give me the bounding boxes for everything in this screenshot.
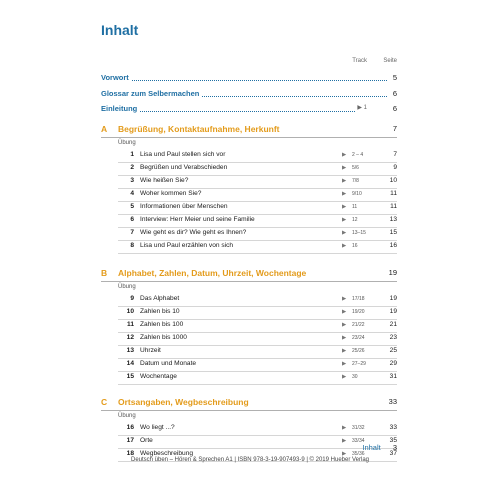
- exercise-page: 15: [389, 229, 397, 236]
- exercise-title: Wochentage: [140, 373, 177, 380]
- exercise-entry[interactable]: [118, 203, 397, 215]
- toc-entry-glossar[interactable]: [101, 89, 397, 101]
- exercise-title: Uhrzeit: [140, 347, 161, 354]
- exercise-title: Wie geht es dir? Wie geht es Ihnen?: [140, 229, 247, 236]
- page-column-header: Seite: [383, 58, 397, 64]
- exercise-track: 27–29: [352, 361, 366, 367]
- section-divider: [101, 137, 397, 138]
- exercise-title: Zahlen bis 10: [140, 308, 180, 315]
- exercise-page: 29: [389, 360, 397, 367]
- exercise-page: 33: [389, 424, 397, 431]
- exercise-column-label: Übung: [118, 413, 136, 419]
- exercise-number: 17: [126, 437, 134, 444]
- entry-page: 6: [392, 89, 397, 98]
- exercise-number: 14: [126, 360, 134, 367]
- audio-play-icon: ▶: [342, 425, 347, 431]
- exercise-track: 31/32: [352, 425, 365, 431]
- exercise-entry[interactable]: [118, 177, 397, 189]
- toc-entry-einleitung[interactable]: [101, 104, 397, 116]
- exercise-page: 37: [389, 450, 397, 457]
- exercise-number: 5: [130, 203, 134, 210]
- section-heading[interactable]: [101, 397, 397, 411]
- exercise-page: 21: [389, 321, 397, 328]
- entry-track: ▶ 1: [354, 104, 367, 111]
- exercise-entry[interactable]: [118, 229, 397, 241]
- exercise-number: 11: [127, 321, 134, 328]
- section-letter: C: [101, 397, 108, 407]
- exercise-track: 16: [352, 243, 358, 249]
- exercise-number: 13: [126, 347, 134, 354]
- exercise-number: 10: [126, 308, 134, 315]
- audio-play-icon: ▶: [342, 296, 347, 302]
- track-column-header: Track: [352, 58, 367, 64]
- footer-label: Inhalt: [362, 443, 381, 452]
- audio-play-icon: ▶: [342, 374, 347, 380]
- exercise-track: 30: [352, 374, 358, 380]
- exercise-page: 13: [389, 216, 397, 223]
- audio-play-icon: ▶: [342, 361, 347, 367]
- exercise-number: 3: [130, 177, 134, 184]
- exercise-page: 11: [390, 203, 397, 210]
- exercise-entry[interactable]: [118, 151, 397, 163]
- exercise-page: 35: [389, 437, 397, 444]
- section-letter: B: [101, 268, 108, 278]
- section-page: 33: [388, 397, 397, 406]
- exercise-column-label: Übung: [118, 284, 136, 290]
- exercise-number: 15: [126, 373, 134, 380]
- section-page: 7: [392, 124, 397, 133]
- exercise-track: 17/18: [352, 296, 365, 302]
- exercise-number: 12: [126, 334, 134, 341]
- exercise-page: 16: [389, 242, 397, 249]
- exercise-entry[interactable]: [118, 373, 397, 385]
- exercise-track: 11: [352, 204, 358, 210]
- exercise-track: 33/34: [352, 438, 365, 444]
- exercise-page: 10: [389, 177, 397, 184]
- exercise-page: 31: [389, 373, 397, 380]
- audio-play-icon: ▶: [342, 204, 347, 210]
- exercise-number: 6: [130, 216, 134, 223]
- exercise-page: 19: [389, 295, 397, 302]
- exercise-track: 25/26: [352, 348, 365, 354]
- exercise-title: Wie heißen Sie?: [140, 177, 189, 184]
- exercise-page: 25: [389, 347, 397, 354]
- exercise-entry[interactable]: [118, 437, 397, 449]
- exercise-page: 23: [389, 334, 397, 341]
- exercise-track: 35/36: [352, 451, 365, 457]
- audio-play-icon: ▶: [342, 152, 347, 158]
- audio-play-icon: ▶: [342, 335, 347, 341]
- exercise-title: Interview: Herr Meier und seine Familie: [140, 216, 255, 223]
- exercise-track: 21/22: [352, 322, 365, 328]
- exercise-track: 5/6: [352, 165, 359, 171]
- exercise-entry[interactable]: [118, 347, 397, 359]
- exercise-title: Das Alphabet: [140, 295, 180, 302]
- exercise-title: Lisa und Paul erzählen von sich: [140, 242, 234, 249]
- leader-dots: [101, 80, 387, 81]
- section-heading[interactable]: [101, 124, 397, 138]
- exercise-entry[interactable]: [118, 216, 397, 228]
- exercise-title: Informationen über Menschen: [140, 203, 228, 210]
- audio-play-icon: ▶: [342, 165, 347, 171]
- exercise-number: 8: [130, 242, 134, 249]
- exercise-title: Zahlen bis 1000: [140, 334, 187, 341]
- exercise-entry[interactable]: [118, 360, 397, 372]
- exercise-title: Zahlen bis 100: [140, 321, 184, 328]
- exercise-number: 2: [130, 164, 134, 171]
- exercise-number: 7: [130, 229, 134, 236]
- audio-play-icon: ▶: [342, 243, 347, 249]
- entry-label: Glossar zum Selbermachen: [101, 89, 202, 98]
- section-page: 19: [388, 268, 397, 277]
- exercise-page: 19: [389, 308, 397, 315]
- exercise-page: 11: [390, 190, 397, 197]
- exercise-track: 12: [352, 217, 358, 223]
- exercise-number: 16: [126, 424, 134, 431]
- entry-page: 6: [392, 104, 397, 113]
- footer-page-number: 3: [392, 443, 397, 452]
- audio-play-icon: ▶: [342, 322, 347, 328]
- exercise-entry[interactable]: [118, 295, 397, 307]
- exercise-title: Begrüßen und Verabschieden: [140, 164, 228, 171]
- exercise-entry[interactable]: [118, 242, 397, 254]
- audio-play-icon: ▶: [342, 191, 347, 197]
- section-title: Alphabet, Zahlen, Datum, Uhrzeit, Wochentage: [118, 268, 307, 278]
- exercise-page: 7: [393, 151, 397, 158]
- exercise-title: Lisa und Paul stellen sich vor: [140, 151, 226, 158]
- exercise-title: Wo liegt ...?: [140, 424, 175, 431]
- footer-imprint: Deutsch üben – Hören & Sprechen A1 | ISBN 978-3-19-907493-9 | © 2019 Hueber Verlag: [130, 457, 370, 463]
- section-title: Ortsangaben, Wegbeschreibung: [118, 397, 249, 407]
- audio-play-icon: ▶: [342, 178, 347, 184]
- exercise-entry[interactable]: [118, 424, 397, 436]
- exercise-page: 9: [393, 164, 397, 171]
- exercise-number: 9: [130, 295, 134, 302]
- section-letter: A: [101, 124, 108, 134]
- exercise-entry[interactable]: [118, 190, 397, 202]
- audio-play-icon: ▶: [342, 309, 347, 315]
- exercise-entry[interactable]: [118, 308, 397, 320]
- section-divider: [101, 281, 397, 282]
- audio-play-icon: ▶: [342, 451, 347, 457]
- page-title: Inhalt: [101, 22, 139, 38]
- entry-page: 5: [392, 73, 397, 82]
- exercise-entry[interactable]: [118, 164, 397, 176]
- section-title: Begrüßung, Kontaktaufnahme, Herkunft: [118, 124, 280, 134]
- entry-label: Vorwort: [101, 73, 132, 82]
- footer-page-marker: [362, 443, 397, 452]
- exercise-title: Woher kommen Sie?: [140, 190, 202, 197]
- exercise-track: 2 – 4: [352, 152, 364, 158]
- audio-play-icon: ▶: [342, 230, 347, 236]
- column-headers: [101, 58, 397, 68]
- exercise-entry[interactable]: [118, 334, 397, 346]
- exercise-number: 1: [130, 151, 134, 158]
- exercise-track: 7/8: [352, 178, 359, 184]
- entry-label: Einleitung: [101, 104, 140, 113]
- exercise-entry[interactable]: [118, 321, 397, 333]
- audio-play-icon: ▶: [342, 217, 347, 223]
- audio-play-icon: ▶: [342, 438, 347, 444]
- exercise-title: Datum und Monate: [140, 360, 197, 367]
- exercise-title: Orte: [140, 437, 153, 444]
- exercise-number: 4: [130, 190, 134, 197]
- exercise-number: 18: [126, 450, 134, 457]
- toc-entry-vorwort[interactable]: [101, 73, 397, 85]
- exercise-track: 23/24: [352, 335, 365, 341]
- section-divider: [101, 410, 397, 411]
- exercise-column-label: Übung: [118, 140, 136, 146]
- exercise-title: Wegbeschreibung: [140, 450, 194, 457]
- exercise-track: 13–15: [352, 230, 366, 236]
- section-heading[interactable]: [101, 268, 397, 282]
- exercise-track: 9/10: [352, 191, 362, 197]
- exercise-track: 19/20: [352, 309, 365, 315]
- audio-play-icon: ▶: [342, 348, 347, 354]
